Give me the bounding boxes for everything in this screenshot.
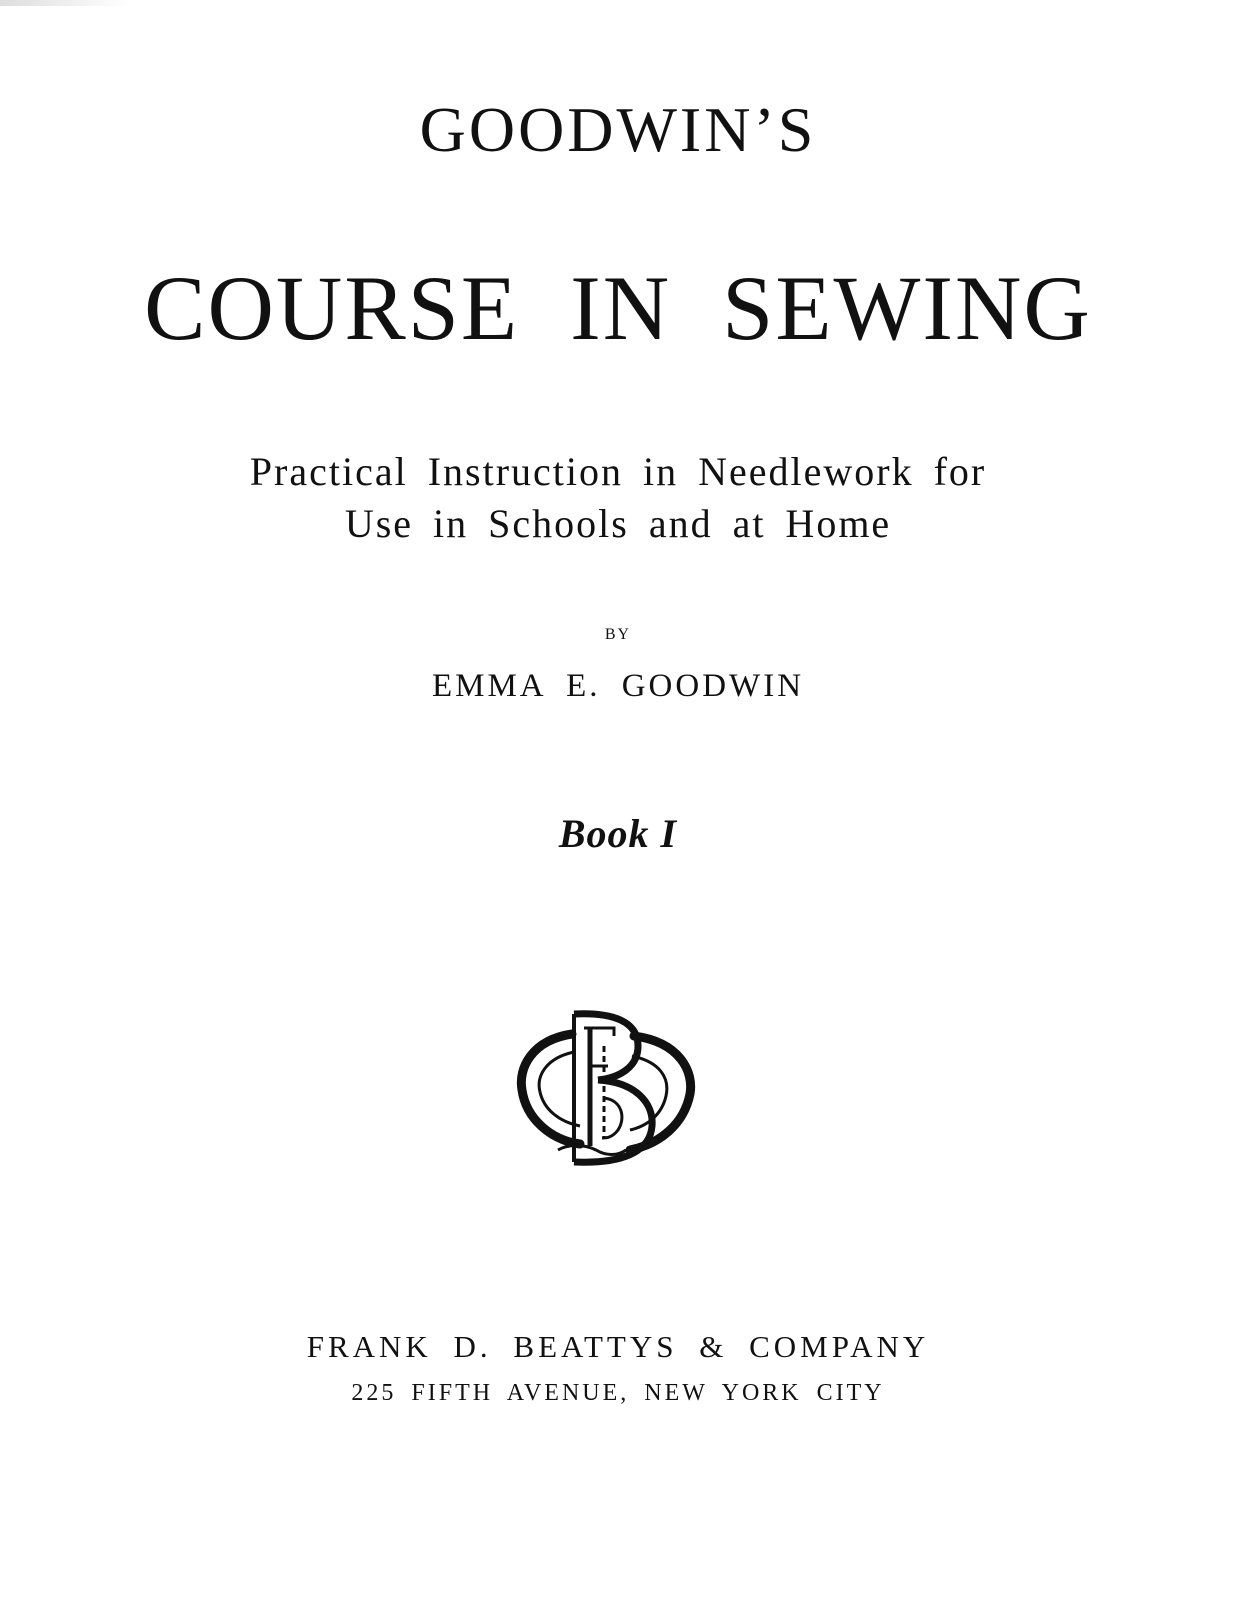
publisher-monogram-icon [514,1006,698,1166]
possessive-title: GOODWIN’S [419,94,817,165]
publisher-name: FRANK D. BEATTYS & COMPANY [306,1329,930,1364]
scan-edge-mark [0,0,128,6]
author-name: EMMA E. GOODWIN [431,668,805,704]
book-number: Book I [558,811,678,856]
by-label: BY [604,626,632,643]
subtitle-line-1: Practical Instruction in Needlework for [249,449,987,494]
main-title: COURSE IN SEWING [144,257,1092,359]
subtitle-line-2: Use in Schools and at Home [344,501,892,546]
publisher-address: 225 FIFTH AVENUE, NEW YORK CITY [351,1380,885,1406]
